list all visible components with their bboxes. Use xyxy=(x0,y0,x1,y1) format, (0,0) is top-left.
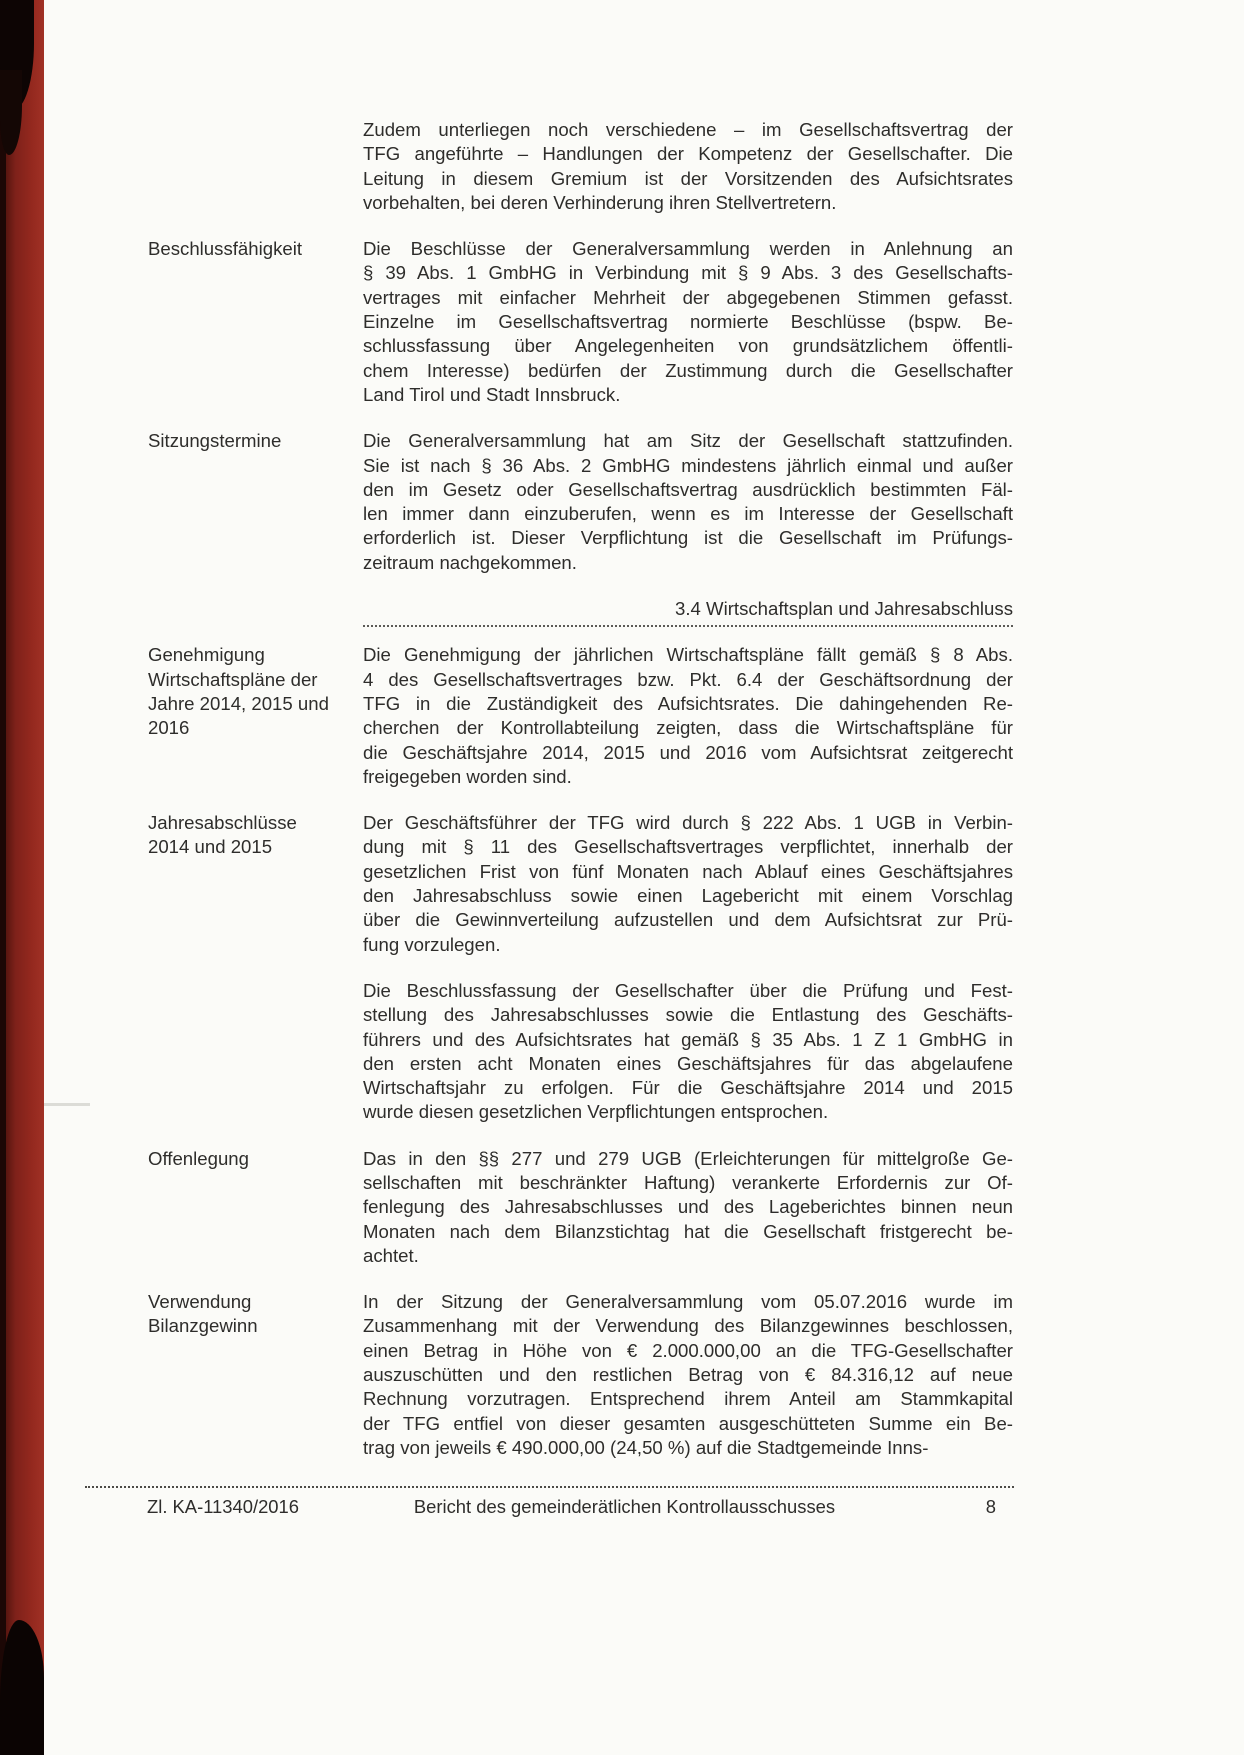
paragraph-jahresabschluesse-1 xyxy=(363,811,1013,957)
text-line: vertrages mit einfacher Mehrheit der abgegebenen Stimmen gefasst. xyxy=(363,286,1013,308)
text-line: len immer dann einzuberufen, wenn es im Interesse der Gesellschaft xyxy=(363,503,1013,525)
text-line: Wirtschaftsjahr zu erfolgen. Für die Geschäftsjahre 2014 und 2015 xyxy=(363,1077,1013,1099)
text-line: fung vorzulegen. xyxy=(363,933,501,955)
text-line: § 39 Abs. 1 GmbHG in Verbindung mit § 9 Abs. 3 des Gesellschafts- xyxy=(363,262,1013,284)
text-line: gesetzlichen Frist von fünf Monaten nach Ablauf eines Geschäftsjahres xyxy=(363,860,1013,882)
heading-row xyxy=(148,597,1013,627)
text-line: auszuschütten und den restlichen Betrag von € 84.316,12 auf neue xyxy=(363,1364,1013,1386)
paragraph-jahresabschluesse-2 xyxy=(363,979,1013,1125)
footer-title: Bericht des gemeinderätlichen Kontrollausschusses xyxy=(413,1496,836,1517)
text-line: Genehmigung xyxy=(148,644,265,666)
text-line: achtet. xyxy=(363,1244,419,1266)
text-line: fenlegung des Jahresabschlusses und des Lageberichtes binnen neun xyxy=(363,1196,1013,1218)
text-line: 4 des Gesellschaftsvertrages bzw. Pkt. 6.4 der Geschäftsordnung der xyxy=(363,668,1013,690)
text-line: Offenlegung xyxy=(148,1147,249,1169)
text-line: schlussfassung über Angelegenheiten von grundsätzlichem öffentli- xyxy=(363,335,1013,357)
paragraph-offenlegung xyxy=(363,1147,1013,1268)
text-line: den im Gesetz oder Gesellschaftsvertrag ausdrücklich bestimmten Fäl- xyxy=(363,478,1013,500)
side-label-beschlussfaehigkeit xyxy=(148,237,363,407)
section-jahresabschluesse xyxy=(148,811,1013,1125)
text-line: Jahresabschlüsse xyxy=(148,812,297,834)
text-line: die Geschäftsjahre 2014, 2015 und 2016 vom Aufsichtsrat zeitgerecht xyxy=(363,741,1013,763)
text-line: einen Betrag in Höhe von € 2.000.000,00 an die TFG-Gesellschafter xyxy=(363,1339,1013,1361)
text-line: Rechnung vorzutragen. Entsprechend ihrem Anteil am Stammkapital xyxy=(363,1388,1013,1410)
text-line: erforderlich ist. Dieser Verpflichtung ist die Gesellschaft im Prüfungs- xyxy=(363,527,1013,549)
section-genehmigung-wirtschaftsplaene xyxy=(148,643,1013,789)
text-line: Der Geschäftsführer der TFG wird durch § 222 Abs. 1 UGB in Verbin- xyxy=(363,812,1013,834)
text-line: Zusammenhang mit der Verwendung des Bilanzgewinnes beschlossen, xyxy=(363,1315,1013,1337)
text-line: Wirtschaftspläne der xyxy=(148,668,318,690)
text-line: führers und des Aufsichtsrates hat gemäß § 35 Abs. 1 Z 1 GmbHG in xyxy=(363,1028,1013,1050)
text-line: Land Tirol und Stadt Innsbruck. xyxy=(363,383,621,405)
text-line: Die Genehmigung der jährlichen Wirtschaftspläne fällt gemäß § 8 Abs. xyxy=(363,644,1013,666)
text-line: sellschaften mit beschränkter Haftung) verankerte Erfordernis zur Of- xyxy=(363,1171,1013,1193)
section-verwendung-bilanzgewinn xyxy=(148,1290,1013,1460)
text-line: dung mit § 11 des Gesellschaftsvertrages verpflichtet, innerhalb der xyxy=(363,836,1013,858)
text-line: Die Generalversammlung hat am Sitz der Gesellschaft stattzufinden. xyxy=(363,430,1013,452)
empty-label-cell xyxy=(148,597,363,627)
text-line: freigegeben worden sind. xyxy=(363,765,572,787)
text-line: Die Beschlussfassung der Gesellschafter über die Prüfung und Fest- xyxy=(363,979,1013,1001)
text-line: cherchen der Kontrollabteilung zeigten, dass die Wirtschaftspläne für xyxy=(363,717,1013,739)
text-line: TFG in die Zuständigkeit des Aufsichtsrates. Die dahingehenden Re- xyxy=(363,692,1013,714)
text-line: trag von jeweils € 490.000,00 (24,50 %) auf die Stadtgemeinde Inns- xyxy=(363,1436,929,1458)
text-line: Verwendung xyxy=(148,1291,252,1313)
section-heading: 3.4 Wirtschaftsplan und Jahresabschluss xyxy=(363,597,1013,627)
side-label-offenlegung xyxy=(148,1147,363,1268)
text-line: Monaten nach dem Bilanzstichtag hat die Gesellschaft fristgerecht be- xyxy=(363,1220,1013,1242)
text-line: Bilanzgewinn xyxy=(148,1315,258,1337)
text-line: vorbehalten, bei deren Verhinderung ihren Stellvertretern. xyxy=(363,191,837,213)
text-line: Zudem unterliegen noch verschiedene – im Gesellschaftsvertrag der xyxy=(363,119,1013,140)
text-line: zeitraum nachgekommen. xyxy=(363,551,577,573)
paragraph-genehmigung-wirtschaftsplaene xyxy=(363,643,1013,789)
paragraph-sitzungstermine xyxy=(363,429,1013,575)
text-line: Einzelne im Gesellschaftsvertrag normierte Beschlüsse (bspw. Be- xyxy=(363,311,1013,333)
section-offenlegung xyxy=(148,1147,1013,1268)
section-beschlussfaehigkeit xyxy=(148,237,1013,407)
paragraph-beschlussfaehigkeit xyxy=(363,237,1013,407)
paragraph-verwendung-bilanzgewinn xyxy=(363,1290,1013,1460)
text-line: Beschlussfähigkeit xyxy=(148,238,302,260)
text-line: den ersten acht Monaten eines Geschäftsjahres für das abgelaufene xyxy=(363,1052,1013,1074)
text-line: stellung des Jahresabschlusses sowie die Entlastung des Geschäfts- xyxy=(363,1004,1013,1026)
side-label-verwendung-bilanzgewinn xyxy=(148,1290,363,1460)
section-sitzungstermine xyxy=(148,429,1013,575)
text-line: 2016 xyxy=(148,717,190,739)
text-line: In der Sitzung der Generalversammlung vom 05.07.2016 wurde im xyxy=(363,1291,1013,1313)
empty-label-cell xyxy=(148,118,363,215)
text-line: Jahre 2014, 2015 und xyxy=(148,692,329,714)
text-line: Das in den §§ 277 und 279 UGB (Erleichterungen für mittelgroße Ge- xyxy=(363,1147,1013,1169)
page-footer xyxy=(85,1486,1014,1519)
text-line: TFG angeführte – Handlungen der Kompetenz der Gesellschafter. Die xyxy=(363,143,1013,165)
side-label-sitzungstermine xyxy=(148,429,363,575)
text-line: Sie ist nach § 36 Abs. 2 GmbHG mindestens jährlich einmal und außer xyxy=(363,454,1013,476)
text-line: Die Beschlüsse der Generalversammlung werden in Anlehnung an xyxy=(363,238,1013,260)
jahresabschluesse-body xyxy=(363,811,1013,1125)
intro-paragraph xyxy=(363,118,1013,215)
ink-blob-bottom xyxy=(0,1620,44,1755)
footer-text-row xyxy=(85,1488,1014,1519)
text-line: wurde diesen gesetzlichen Verpflichtungen entsprochen. xyxy=(363,1101,829,1123)
footer-page-number: 8 xyxy=(985,1496,996,1517)
side-label-jahresabschluesse xyxy=(148,811,363,1125)
text-line: chem Interesse) bedürfen der Zustimmung durch die Gesellschafter xyxy=(363,359,1013,381)
text-line: Leitung in diesem Gremium ist der Vorsitzenden des Aufsichtsrates xyxy=(363,167,1013,189)
text-line: den Jahresabschluss sowie einen Lagebericht mit einem Vorschlag xyxy=(363,885,1013,907)
side-label-genehmigung-wirtschaftsplaene xyxy=(148,643,363,789)
intro-row xyxy=(148,118,1013,215)
text-line: über die Gewinnverteilung aufzustellen und dem Aufsichtsrat zur Prü- xyxy=(363,909,1013,931)
text-line: der TFG entfiel von dieser gesamten ausgeschütteten Summe ein Be- xyxy=(363,1412,1013,1434)
text-line: Sitzungstermine xyxy=(148,430,282,452)
text-line: 2014 und 2015 xyxy=(148,836,273,858)
footer-reference: Zl. KA-11340/2016 xyxy=(147,1496,299,1517)
